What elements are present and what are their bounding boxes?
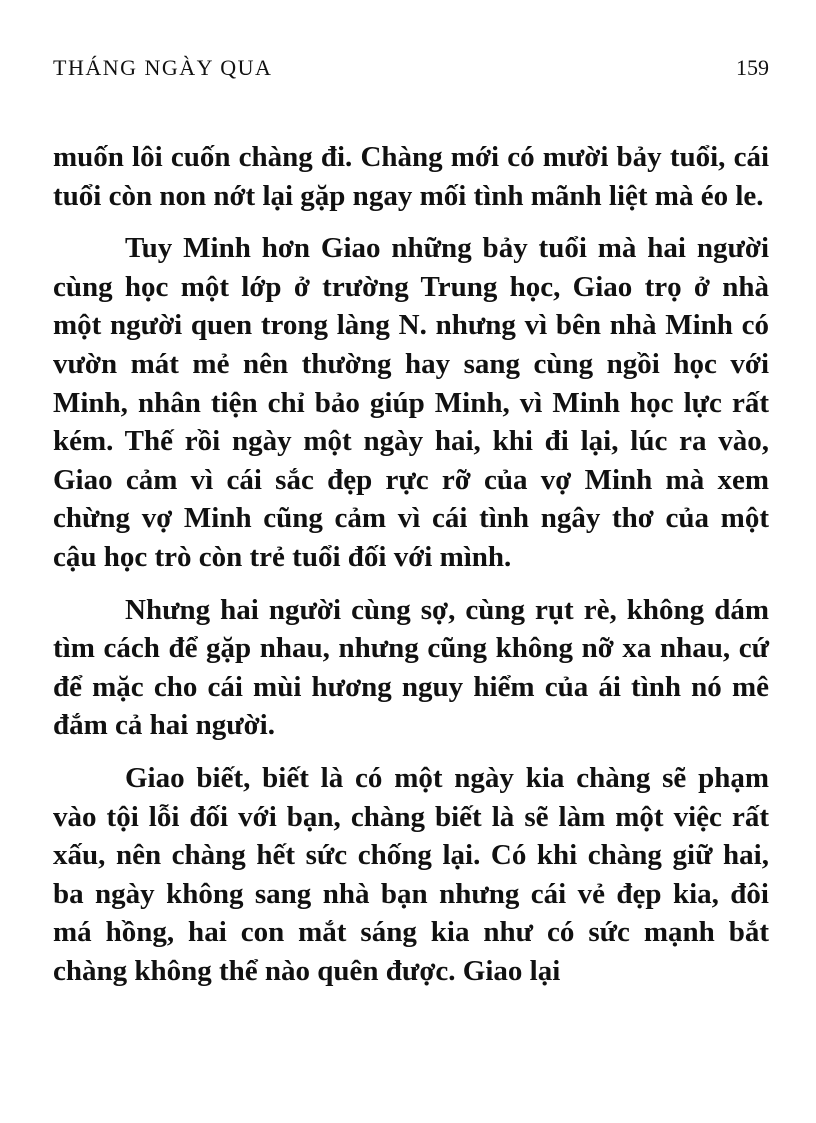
page-number: 159 (736, 55, 769, 80)
paragraph-3: Nhưng hai người cùng sợ, cùng rụt rè, không dám tìm cách để gặp nhau, nhưng cũng không nỡ xa nhau, cứ để mặc cho cái mùi hương nguy hiểm của ái tình nó mê đắm cả hai người. (53, 593, 769, 742)
paragraph-1: muốn lôi cuốn chàng đi. Chàng mới có mười bảy tuổi, cái tuổi còn non nớt lại gặp ngay mối tình mãnh liệt mà éo le. (53, 141, 769, 212)
running-header (53, 48, 769, 88)
chapter-title: THÁNG NGÀY QUA (53, 55, 273, 80)
paragraph-2: Tuy Minh hơn Giao những bảy tuổi mà hai người cùng học một lớp ở trường Trung học, Giao trọ ở nhà một người quen trong làng N. nhưng vì bên nhà Minh có vườn mát mẻ nên thường hay sang cùng ngồi học với Minh, nhân tiện chỉ bảo giúp Minh, vì Minh học lực rất kém. Thế rồi ngày một ngày hai, khi đi lại, lúc ra vào, Giao cảm vì cái sắc đẹp rực rỡ của vợ Minh mà xem chừng vợ Minh cũng cảm vì cái tình ngây thơ của một cậu học trò còn trẻ tuổi đối với mình. (53, 232, 769, 573)
body-text (53, 138, 769, 990)
paragraph-4: Giao biết, biết là có một ngày kia chàng sẽ phạm vào tội lỗi đối với bạn, chàng biết là sẽ làm một việc rất xấu, nên chàng hết sức chống lại. Có khi chàng giữ hai, ba ngày không sang nhà bạn nhưng cái vẻ đẹp kia, đôi má hồng, hai con mắt sáng kia như có sức mạnh bắt chàng không thể nào quên được. Giao lại (53, 761, 769, 987)
